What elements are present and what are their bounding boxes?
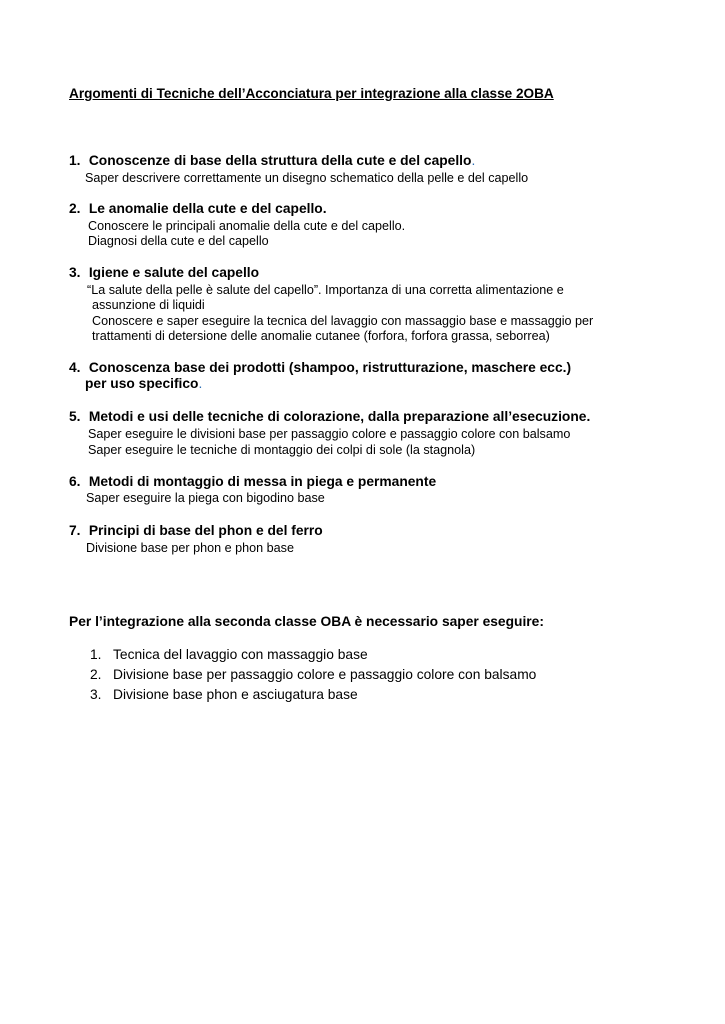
section-7-title: Principi di base del phon e del ferro bbox=[88, 523, 323, 538]
section-4-heading bbox=[69, 360, 571, 375]
section-1-line-1: Saper descrivere correttamente un disegno schematico della pelle e del capello bbox=[85, 171, 529, 185]
section-7-line-1: Divisione base per phon e phon base bbox=[86, 541, 294, 555]
section-2-line-1: Conoscere le principali anomalie della cute e del capello. bbox=[88, 219, 406, 233]
list-item-number: 1. bbox=[90, 647, 102, 662]
list-item-text: Divisione base per passaggio colore e passaggio colore con balsamo bbox=[113, 667, 537, 682]
section-4-heading-line-2 bbox=[85, 376, 202, 391]
list-item bbox=[90, 645, 536, 665]
section-3-line-2: assunzione di liquidi bbox=[92, 298, 205, 312]
document-title: Argomenti di Tecniche dell’Acconciatura per integrazione alla classe 2OBA bbox=[69, 86, 554, 101]
requirements-list bbox=[90, 645, 536, 705]
section-4-trailing: . bbox=[198, 376, 203, 391]
list-item-text: Tecnica del lavaggio con massaggio base bbox=[113, 647, 368, 662]
section-6-title: Metodi di montaggio di messa in piega e permanente bbox=[88, 474, 437, 489]
section-3-line-4: trattamenti di detersione delle anomalie cutanee (forfora, forfora grassa, seborrea) bbox=[92, 329, 550, 343]
section-1-heading bbox=[69, 153, 475, 168]
section-4-title: Conoscenza base dei prodotti (shampoo, ristrutturazione, maschere ecc.) bbox=[88, 360, 572, 375]
list-item-text: Divisione base phon e asciugatura base bbox=[113, 687, 358, 702]
list-item bbox=[90, 665, 536, 685]
section-6-heading bbox=[69, 474, 436, 489]
list-item-number: 2. bbox=[90, 667, 102, 682]
section-6-line-1: Saper eseguire la piega con bigodino base bbox=[86, 491, 325, 505]
section-2-title: Le anomalie della cute e del capello. bbox=[88, 201, 327, 216]
section-3-number: 3. bbox=[69, 265, 81, 280]
requirements-heading: Per l’integrazione alla seconda classe OBA è necessario saper eseguire: bbox=[69, 614, 544, 629]
section-5-heading bbox=[69, 409, 590, 424]
section-2-heading bbox=[69, 201, 327, 216]
section-3-title: Igiene e salute del capello bbox=[88, 265, 260, 280]
section-4-title-line-2: per uso specifico bbox=[85, 376, 199, 391]
section-5-title: Metodi e usi delle tecniche di colorazione, dalla preparazione all’esecuzione. bbox=[88, 409, 591, 424]
section-3-heading bbox=[69, 265, 259, 280]
list-item-number: 3. bbox=[90, 687, 102, 702]
section-2-number: 2. bbox=[69, 201, 81, 216]
section-3-line-3: Conoscere e saper eseguire la tecnica del lavaggio con massaggio base e massaggio per bbox=[92, 314, 594, 328]
section-5-line-1: Saper eseguire le divisioni base per passaggio colore e passaggio colore con balsamo bbox=[88, 427, 571, 441]
section-4-number: 4. bbox=[69, 360, 81, 375]
list-item bbox=[90, 685, 536, 705]
section-1-trailing: . bbox=[471, 153, 476, 168]
section-2-line-2: Diagnosi della cute e del capello bbox=[88, 234, 269, 248]
section-7-heading bbox=[69, 523, 323, 538]
section-5-number: 5. bbox=[69, 409, 81, 424]
section-5-line-2: Saper eseguire le tecniche di montaggio dei colpi di sole (la stagnola) bbox=[88, 443, 476, 457]
section-3-line-1: “La salute della pelle è salute del capello”. Importanza di una corretta alimentazione e bbox=[87, 283, 564, 297]
section-6-number: 6. bbox=[69, 474, 81, 489]
section-1-number: 1. bbox=[69, 153, 81, 168]
section-7-number: 7. bbox=[69, 523, 81, 538]
section-1-title: Conoscenze di base della struttura della cute e del capello bbox=[88, 153, 472, 168]
